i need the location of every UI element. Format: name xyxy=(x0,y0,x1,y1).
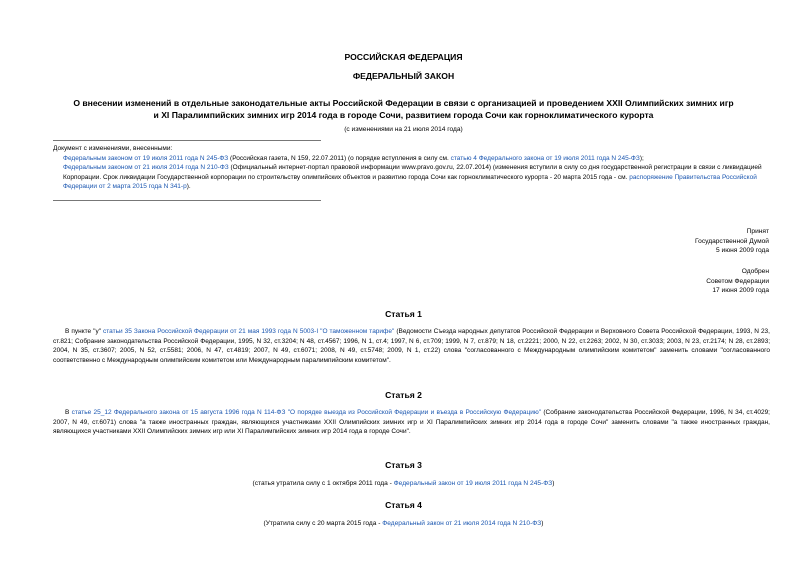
approval-label: Одобрен xyxy=(741,268,769,275)
note-text: (Утратила силу с 20 марта 2015 года - xyxy=(263,520,383,527)
edition-entry xyxy=(53,154,771,164)
edition-text: (Официальный интернет-портал правовой информации www.pravo.gov.ru, 22.07.2014) (изменения вступили в силу со дня государственной регистрации в связи с ликвидацией Корпорации. Срок ликвидации Государственной корпорации по строительству олимпийских объектов и развитию города Сочи как горноклиматического курорта - 20 марта 2015 года - см. xyxy=(63,164,762,181)
note-text: ) xyxy=(552,480,555,487)
approval-date: 17 июня 2009 года xyxy=(712,287,769,295)
edition-note: (с изменениями на 21 июля 2014 года) xyxy=(344,126,463,133)
article-2-text xyxy=(53,408,770,437)
article-text: В xyxy=(65,409,72,416)
article-4-note xyxy=(0,520,807,527)
edition-decree-link[interactable]: распоряжение Правительства Российской Федерации от 2 марта 2015 года N 341-р xyxy=(63,173,757,191)
repeal-law-link[interactable]: Федеральный закон от 19 июля 2011 года N 245-ФЗ xyxy=(393,480,553,487)
edition-text: ); xyxy=(639,154,644,162)
approval-council xyxy=(569,267,769,296)
editions-top-divider xyxy=(53,140,321,141)
adoption-body: Государственной Думой xyxy=(695,237,769,245)
article-4-heading: Статья 4 xyxy=(385,500,422,510)
note-text: ) xyxy=(541,520,544,527)
repeal-law-link[interactable]: Федеральный закон от 21 июля 2014 года N 210-ФЗ xyxy=(382,520,542,527)
adoption-duma xyxy=(569,227,769,256)
country-heading: РОССИЙСКАЯ ФЕДЕРАЦИЯ xyxy=(344,52,463,62)
edition-entry xyxy=(53,163,771,192)
approval-body: Советом Федерации xyxy=(706,277,769,285)
law-title: О внесении изменений в отдельные законодательные акты Российской Федерации в связи с организацией и проведением XXII Олимпийских зимних игр и XI Паралимпийских зимних игр 2014 года в городе Сочи, развитием города Сочи как горноклиматического курорта xyxy=(73,98,734,120)
edition-law-link[interactable]: Федеральным законом от 21 июля 2014 года N 210-ФЗ xyxy=(63,164,229,172)
note-text: (статья утратила силу с 1 октября 2011 года - xyxy=(252,480,394,487)
edition-law-link[interactable]: Федеральным законом от 19 июля 2011 года N 245-ФЗ xyxy=(63,154,229,162)
article-1-heading: Статья 1 xyxy=(385,309,422,319)
article-2-heading: Статья 2 xyxy=(385,390,422,400)
customs-law-link[interactable]: статьи 35 Закона Российской Федерации от 21 мая 1993 года N 5003-I "О таможенном тарифе" xyxy=(103,328,395,335)
article-3-heading: Статья 3 xyxy=(385,460,422,470)
article-text: (Ведомости Съезда народных депутатов Российской Федерации и Верховного Совета Российской Федерации, 1993, N 23, ст.821; Собрание законодательства Российской Федерации, 1995, N 32, ст.3204; N 48, ст.4567; 1996, N 1, ст.4; 1997, N 6, ст.709; 1999, N 7, ст.879; N 18, ст.2221; 2000, N 22, ст.2263; 2002, N 30, ст.3033; 2003, N 23, ст.2174; N 28, ст.2893; 2004, N 35, ст.3607; 2005, N 52, ст.5581; 2006, N 47, ст.4819; 2007, N 49, ст.6071; 2008, N 49, ст.5748; 2009, N 1, ст.22) слова "согласованного с Международным олимпийским комитетом" заменить словами "согласованного соответственно с Международным олимпийским комитетом или Международным паралимпийским комитетом". xyxy=(53,328,770,364)
editions-block xyxy=(53,144,771,192)
adoption-date: 5 июня 2009 года xyxy=(716,247,769,255)
law-type-heading: ФЕДЕРАЛЬНЫЙ ЗАКОН xyxy=(352,71,455,81)
exit-entry-law-link[interactable]: статье 25_12 Федерального закона от 15 августа 1996 года N 114-ФЗ "О порядке выезда из Российской Федерации и въезда в Российскую Федерацию" xyxy=(71,409,542,416)
article-3-note xyxy=(0,480,807,487)
edition-text: ). xyxy=(186,183,191,191)
edition-article-link[interactable]: статью 4 Федерального закона от 19 июля 2011 года N 245-ФЗ xyxy=(450,154,640,162)
adoption-label: Принят xyxy=(746,228,769,235)
article-text: (Собрание законодательства Российской Федерации, 1996, N 34, ст.4029; 2007, N 49, ст.6071) слова "а также иностранных граждан, являющихся участниками XXII Олимпийских зимних игр и XI Паралимпийских зимних игр 2014 года в городе Сочи" заменить словами "а также иностранных граждан, являющихся участниками XXII Олимпийских зимних игр или XI Паралимпийских зимних игр 2014 года в городе Сочи". xyxy=(53,409,770,436)
article-text: В пункте "у" xyxy=(65,328,104,335)
editions-intro: Документ с изменениями, внесенными: xyxy=(53,145,173,152)
editions-bottom-divider xyxy=(53,200,321,201)
article-1-text xyxy=(53,327,770,365)
edition-text: (Российская газета, N 159, 22.07.2011) (о порядке вступления в силу см. xyxy=(228,154,451,162)
